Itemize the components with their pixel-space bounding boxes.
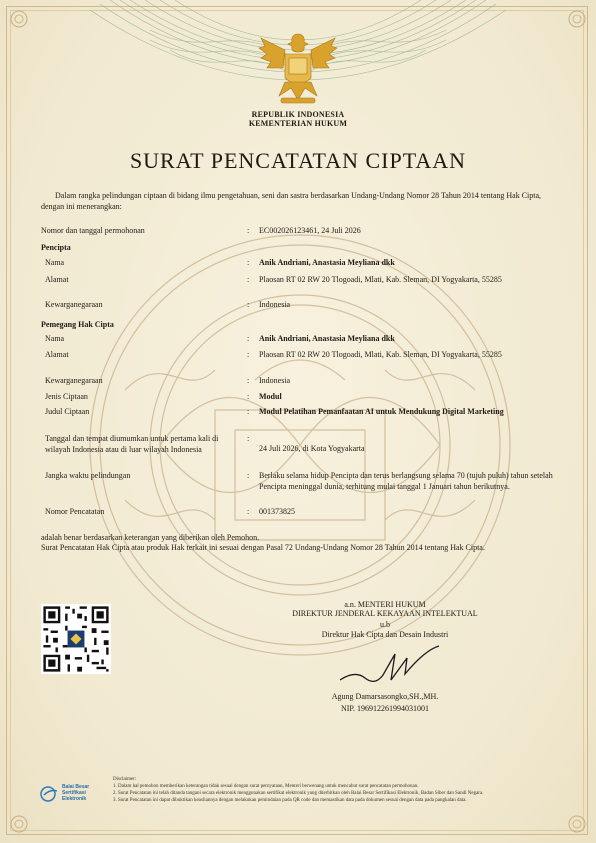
pemegang-nationality-label: Kewarganegaraan [45, 376, 103, 385]
nomor-label: Nomor Pencatatan [45, 507, 105, 516]
colon: : [247, 226, 250, 235]
signature-an: a.n. MENTERI HUKUM [344, 600, 426, 609]
note-line-2: Surat Pencatatan Hak Cipta atau produk Hak terkait ini sesuai dengan Pasal 72 Undang-Undang Nomor 28 Tahun 2014 tentang Hak Cipta. [41, 543, 485, 552]
note-line-1: adalah benar berdasarkan keterangan yang diberikan oleh Pemohon. [41, 533, 260, 542]
judul-value: Modul Pelatihan Pemanfaatan AI untuk Mendukung Digital Marketing [259, 407, 504, 416]
bsre-line-1: Balai Besar [62, 784, 90, 790]
disclaimer-item: 2. Surat Pencatatan ini telah ditanda tangani secara elektronik menggunakan sertifikat elektronik yang diterbitkan oleh Balai Besar Sertifikasi Elektronik, Badan Siber dan Sandi Negara. [113, 791, 484, 796]
tanggal-label: Tanggal dan tempat diumumkan untuk pertama kali di wilayah Indonesia atau di luar wilayah Indonesia [45, 434, 219, 454]
corner-ornament-icon [566, 813, 588, 835]
application-label: Nomor dan tanggal permohonan [41, 226, 145, 235]
signatory-name: Agung Damarsasongko,SH.,MH. [331, 692, 439, 701]
colon: : [247, 350, 250, 359]
pemegang-name: Anik Andriani, Anastasia Meyliana dkk [259, 334, 395, 343]
bsre-line-3: Elektronik [62, 796, 87, 802]
application-value: EC002026123461, 24 Juli 2026 [259, 226, 361, 235]
pencipta-heading: Pencipta [41, 243, 71, 252]
tanggal-value: 24 Juli 2026, di Kota Yogyakarta [259, 444, 365, 453]
handwritten-signature [335, 640, 445, 690]
pencipta-address-label: Alamat [45, 275, 69, 284]
signatory-nip: NIP. 196912261994031001 [340, 704, 429, 713]
pencipta-name-label: Nama [45, 258, 65, 267]
disclaimer [113, 776, 563, 804]
intro-paragraph: Dalam rangka pelindungan ciptaan di bidang ilmu pengetahuan, seni dan sastra berdasarkan Undang-Undang Nomor 28 Tahun 2014 tentang Hak Cipta, dengan ini menerangkan: [41, 191, 542, 211]
pemegang-address: Plaosan RT 02 RW 20 Tlogoadi, Mlati, Kab. Sleman, DI Yogyakarta, 55285 [259, 350, 502, 359]
jangka-value: Berlaku selama hidup Pencipta dan terus berlangsung selama 70 (tujuh puluh) tahun setelah Pencipta meninggal dunia, terhitung mulai tanggal 1 Januari tahun berikutnya. [259, 471, 553, 491]
pemegang-name-label: Nama [45, 334, 65, 343]
pencipta-nationality-label: Kewarganegaraan [45, 300, 103, 309]
header-republik: REPUBLIK INDONESIA [251, 110, 345, 119]
pencipta-name: Anik Andriani, Anastasia Meyliana dkk [259, 258, 395, 267]
nomor-value: 001373825 [259, 507, 295, 516]
colon: : [247, 258, 250, 267]
colon: : [247, 407, 250, 416]
pencipta-address: Plaosan RT 02 RW 20 Tlogoadi, Mlati, Kab. Sleman, DI Yogyakarta, 55285 [259, 275, 502, 284]
judul-label: Judul Ciptaan [45, 407, 90, 416]
colon: : [247, 300, 250, 309]
jenis-label: Jenis Ciptaan [45, 392, 88, 401]
bsre-logo-icon [40, 786, 60, 802]
colon: : [247, 507, 250, 516]
page-title: SURAT PENCATATAN CIPTAAN [129, 148, 467, 173]
jenis-value: Modul [259, 392, 282, 401]
signature-ub: u.b [380, 620, 390, 629]
pencipta-nationality: Indonesia [259, 300, 291, 309]
signature-dirjen: DIREKTUR JENDERAL KEKAYAAN INTELEKTUAL [292, 609, 478, 618]
colon: : [247, 376, 250, 385]
corner-ornament-icon [8, 813, 30, 835]
colon: : [247, 434, 250, 443]
corner-ornament-icon [8, 8, 30, 30]
bsre-line-2: Sertifikasi [62, 790, 86, 796]
colon: : [247, 471, 250, 480]
garuda-emblem-icon [255, 28, 341, 108]
pemegang-address-label: Alamat [45, 350, 69, 359]
corner-ornament-icon [566, 8, 588, 30]
jangka-label: Jangka waktu pelindungan [45, 471, 131, 480]
header-kementerian: KEMENTERIAN HUKUM [248, 119, 348, 128]
disclaimer-item: 3. Surat Pencatatan ini dapat dibuktikan keasliannya dengan melakukan pemindaian pada QR code dan memastikan data pada dokumen sesuai dengan data pada pangkalan data. [113, 798, 467, 803]
signature-direktur: Direktur Hak Cipta dan Desain Industri [321, 630, 449, 639]
colon: : [247, 275, 250, 284]
colon: : [247, 334, 250, 343]
pemegang-heading: Pemegang Hak Cipta [41, 320, 114, 329]
disclaimer-heading: Disclaimer: [113, 777, 137, 782]
colon: : [247, 392, 250, 401]
pemegang-nationality: Indonesia [259, 376, 291, 385]
qr-code-icon[interactable] [41, 604, 111, 674]
disclaimer-item: 1. Dalam hal pemohon memberikan keterangan tidak sesuai dengan surat pernyataan, Menteri berwenang untuk mencabut surat pencatatan permohonan. [113, 784, 419, 789]
